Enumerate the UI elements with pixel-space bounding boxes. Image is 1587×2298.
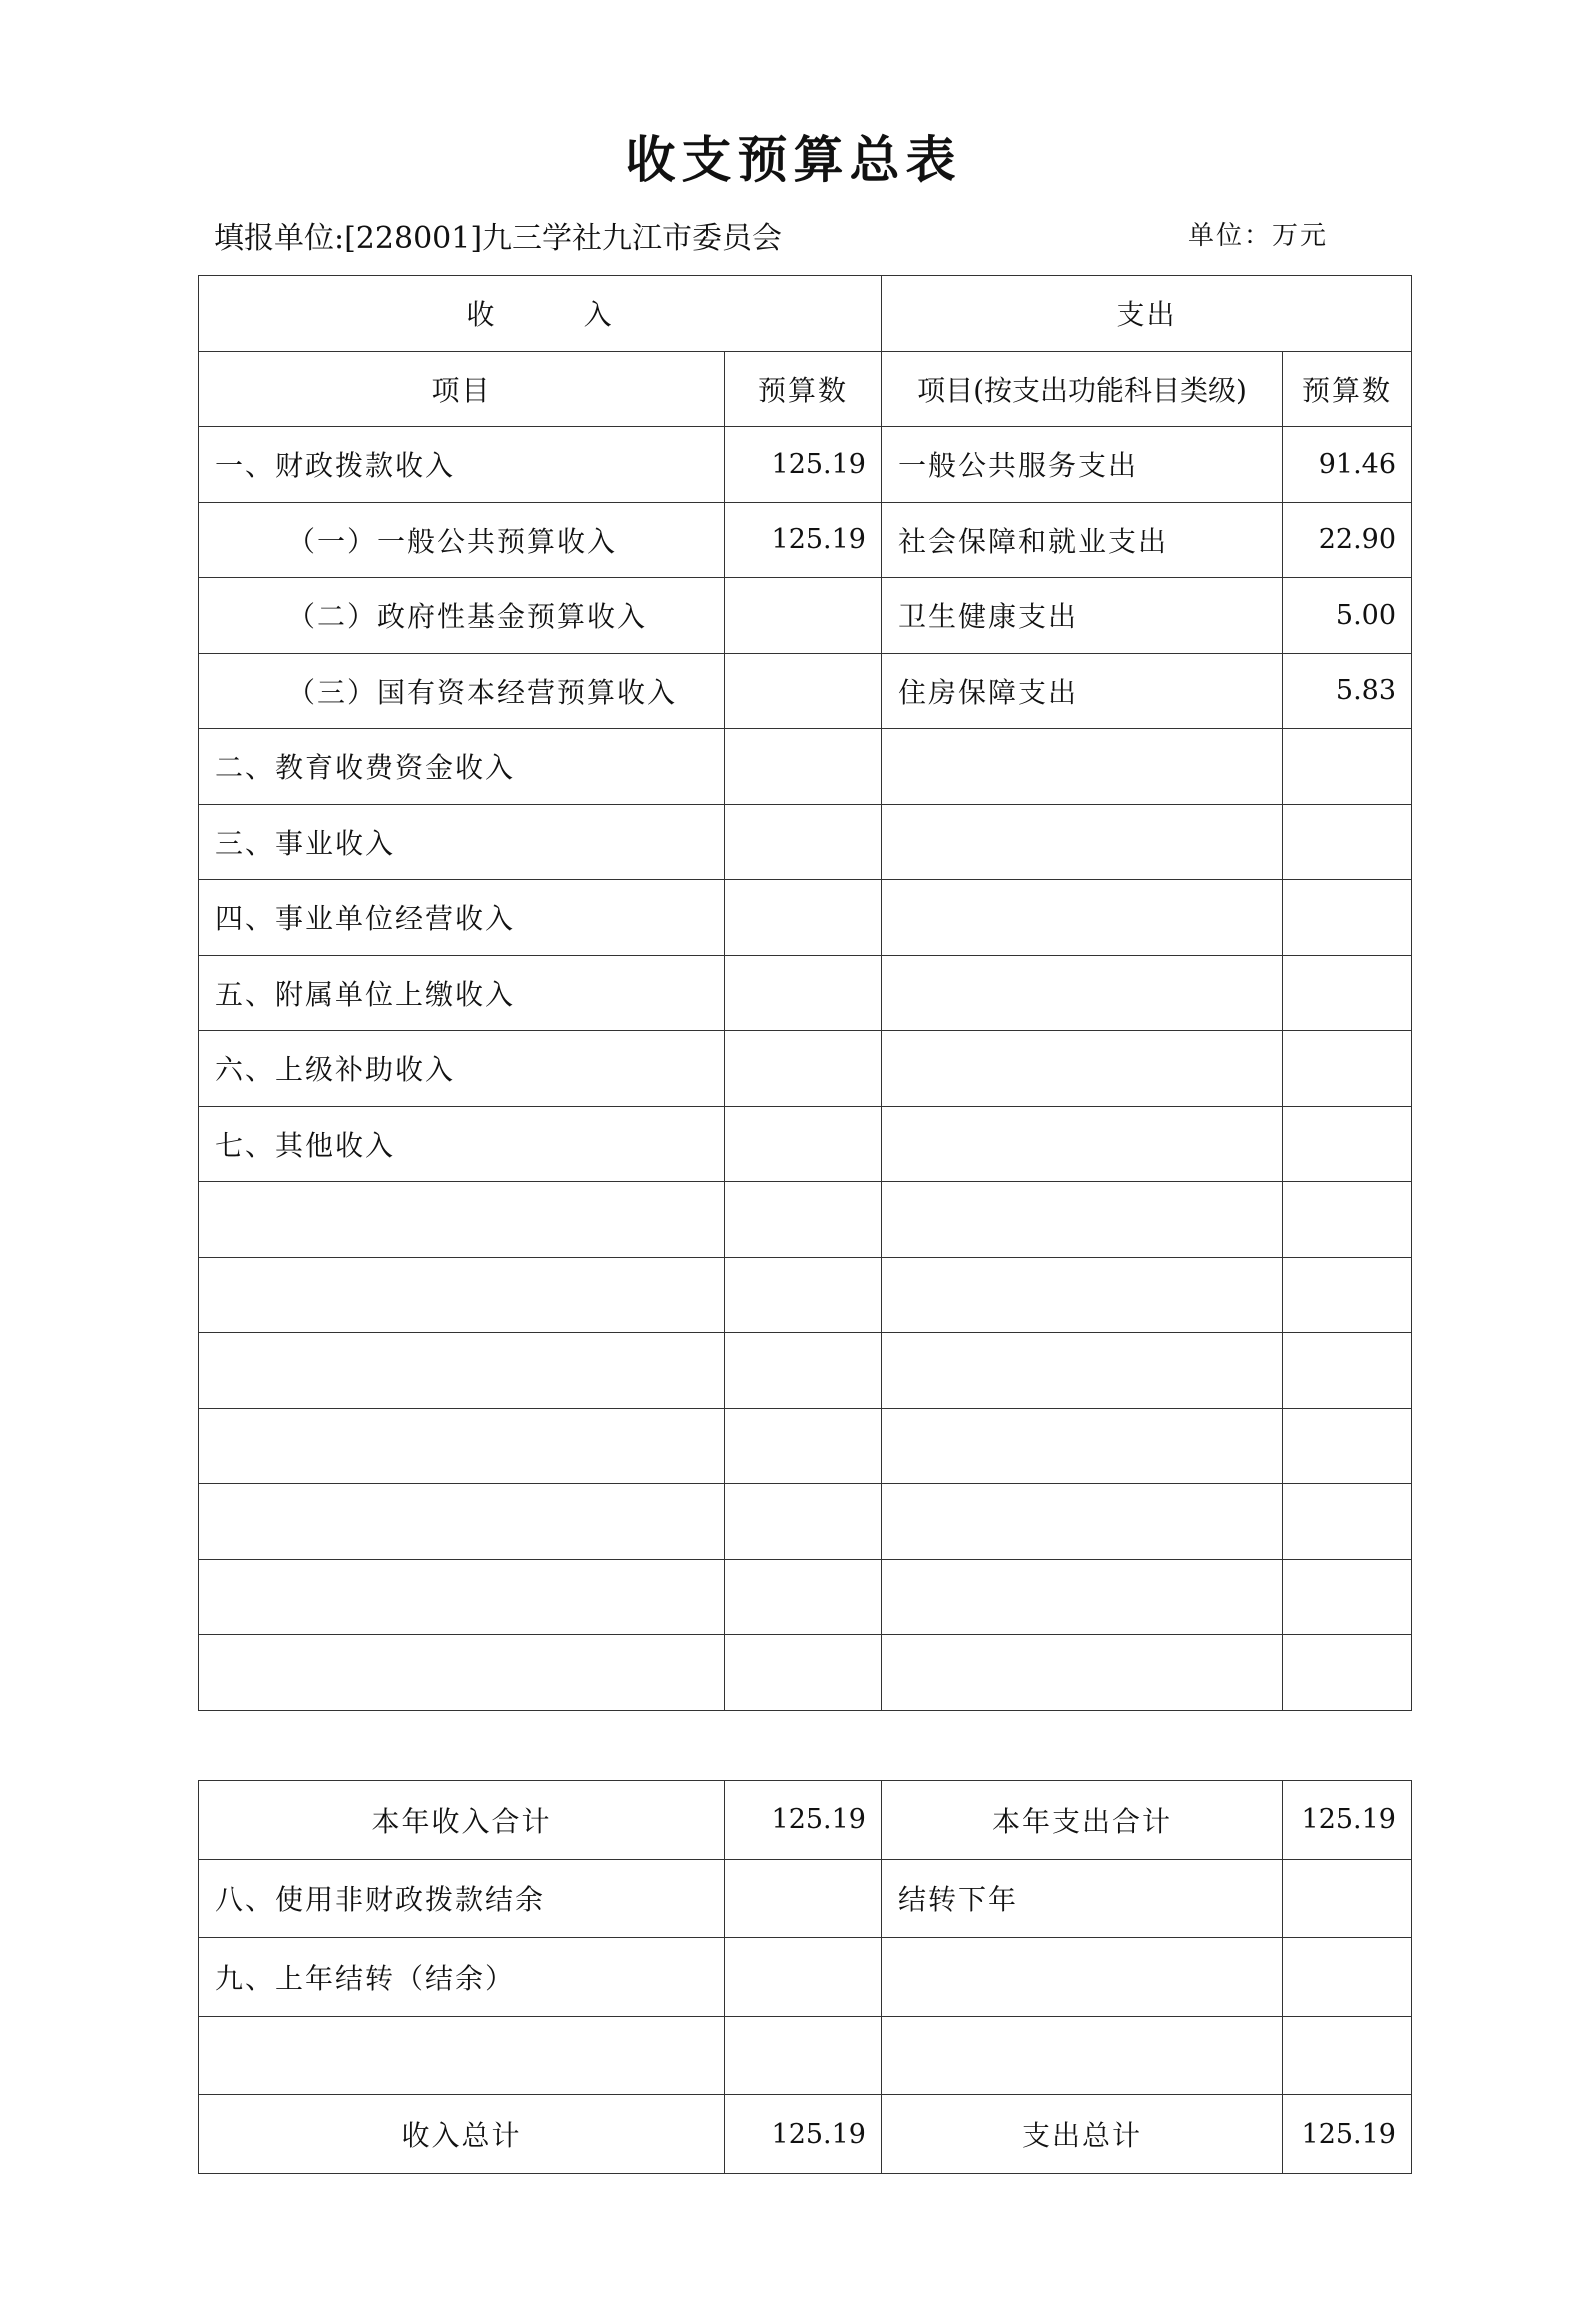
expense-value-cell [1283, 804, 1412, 880]
table-row [199, 729, 1412, 805]
expense-item-cell [882, 1333, 1283, 1409]
income-value-cell [725, 1635, 882, 1711]
table-row [199, 1333, 1412, 1409]
income-item-cell: （二）政府性基金预算收入 [199, 578, 725, 654]
income-item-cell [199, 1635, 725, 1711]
income-item-cell [199, 1182, 725, 1258]
income-value-cell [725, 729, 882, 805]
income-value-cell: 125.19 [725, 1781, 882, 1860]
expense-item-cell [882, 1031, 1283, 1107]
currency-unit: 单位：万元 [1188, 221, 1329, 251]
expense-value-cell: 5.83 [1283, 653, 1412, 729]
income-value-cell [725, 1106, 882, 1182]
expense-item-cell [882, 880, 1283, 956]
income-item-cell [199, 1484, 725, 1560]
table-row [199, 1106, 1412, 1182]
income-value-cell [725, 653, 882, 729]
expense-item-cell [882, 1938, 1283, 2017]
income-item-cell: 本年收入合计 [199, 1781, 725, 1860]
income-value-cell [725, 955, 882, 1031]
expense-value-cell [1283, 1408, 1412, 1484]
income-item-cell: 六、上级补助收入 [199, 1031, 725, 1107]
expense-item-cell [882, 1257, 1283, 1333]
table-row [199, 1559, 1412, 1635]
table-row [199, 1635, 1412, 1711]
table-row [199, 1031, 1412, 1107]
income-item-cell [199, 1333, 725, 1409]
expense-item-cell [882, 804, 1283, 880]
income-value-cell: 125.19 [725, 502, 882, 578]
table-row [199, 1484, 1412, 1560]
income-value-cell: 125.19 [725, 2095, 882, 2174]
expense-item-cell [882, 955, 1283, 1031]
expense-item-cell: 支出总计 [882, 2095, 1283, 2174]
expense-item-cell: 卫生健康支出 [882, 578, 1283, 654]
income-value-cell [725, 1031, 882, 1107]
expense-item-cell: 本年支出合计 [882, 1781, 1283, 1860]
expense-value-cell: 22.90 [1283, 502, 1412, 578]
income-value-cell [725, 578, 882, 654]
income-header: 收 入 [199, 276, 882, 352]
summary-body [199, 1781, 1412, 2174]
income-value-cell [725, 1484, 882, 1560]
expense-item-cell: 一般公共服务支出 [882, 427, 1283, 503]
expense-value-cell [1283, 2016, 1412, 2095]
expense-item-cell [882, 1106, 1283, 1182]
summary-table [198, 1780, 1412, 2174]
expense-item-cell [882, 1408, 1283, 1484]
expense-item-cell [882, 2016, 1283, 2095]
expense-header: 支出 [882, 276, 1412, 352]
expense-value-cell [1283, 1257, 1412, 1333]
page-title: 收支预算总表 [625, 131, 962, 189]
expense-value-cell: 125.19 [1283, 2095, 1412, 2174]
income-item-cell: 九、上年结转（结余） [199, 1938, 725, 2017]
expense-item-cell [882, 1635, 1283, 1711]
expense-budget-header: 预算数 [1283, 351, 1412, 427]
expense-item-cell [882, 1484, 1283, 1560]
income-item-cell [199, 2016, 725, 2095]
table-header-row [199, 276, 1412, 352]
expense-value-cell [1283, 1859, 1412, 1938]
table-row [199, 653, 1412, 729]
income-item-cell: 七、其他收入 [199, 1106, 725, 1182]
table-row [199, 1182, 1412, 1258]
table-row [199, 804, 1412, 880]
expense-item-cell [882, 729, 1283, 805]
income-item-cell: 二、教育收费资金收入 [199, 729, 725, 805]
income-item-cell: 收入总计 [199, 2095, 725, 2174]
expense-item-cell: 社会保障和就业支出 [882, 502, 1283, 578]
expense-item-cell: 结转下年 [882, 1859, 1283, 1938]
income-item-cell: 三、事业收入 [199, 804, 725, 880]
expense-value-cell [1283, 1938, 1412, 2017]
expense-value-cell [1283, 1182, 1412, 1258]
income-item-cell: （一）一般公共预算收入 [199, 502, 725, 578]
expense-value-cell [1283, 1559, 1412, 1635]
expense-value-cell: 91.46 [1283, 427, 1412, 503]
income-item-header: 项目 [199, 351, 725, 427]
table-row [199, 578, 1412, 654]
expense-item-cell [882, 1182, 1283, 1258]
income-value-cell [725, 1938, 882, 2017]
summary-row [199, 1938, 1412, 2017]
income-item-cell [199, 1408, 725, 1484]
income-value-cell: 125.19 [725, 427, 882, 503]
income-item-cell [199, 1257, 725, 1333]
income-item-cell [199, 1559, 725, 1635]
summary-row [199, 2095, 1412, 2174]
income-value-cell [725, 1182, 882, 1258]
income-value-cell [725, 804, 882, 880]
expense-value-cell: 125.19 [1283, 1781, 1412, 1860]
table-row [199, 955, 1412, 1031]
budget-table [198, 275, 1412, 1711]
reporting-unit: 填报单位:[228001]九三学社九江市委员会 [214, 221, 783, 256]
expense-value-cell [1283, 729, 1412, 805]
table-row [199, 1408, 1412, 1484]
income-value-cell [725, 2016, 882, 2095]
expense-value-cell [1283, 955, 1412, 1031]
expense-value-cell [1283, 880, 1412, 956]
income-item-cell: 五、附属单位上缴收入 [199, 955, 725, 1031]
expense-item-header: 项目(按支出功能科目类级) [882, 351, 1283, 427]
income-item-cell: 一、财政拨款收入 [199, 427, 725, 503]
expense-value-cell [1283, 1106, 1412, 1182]
income-value-cell [725, 1333, 882, 1409]
table-body [199, 427, 1412, 1711]
expense-item-cell: 住房保障支出 [882, 653, 1283, 729]
expense-value-cell [1283, 1635, 1412, 1711]
income-item-cell: 八、使用非财政拨款结余 [199, 1859, 725, 1938]
table-row [199, 502, 1412, 578]
expense-item-cell [882, 1559, 1283, 1635]
expense-value-cell: 5.00 [1283, 578, 1412, 654]
income-item-cell: 四、事业单位经营收入 [199, 880, 725, 956]
income-value-cell [725, 1559, 882, 1635]
expense-value-cell [1283, 1031, 1412, 1107]
summary-row [199, 2016, 1412, 2095]
summary-row [199, 1781, 1412, 1860]
income-item-cell: （三）国有资本经营预算收入 [199, 653, 725, 729]
expense-value-cell [1283, 1484, 1412, 1560]
income-value-cell [725, 1408, 882, 1484]
income-value-cell [725, 1257, 882, 1333]
table-row [199, 880, 1412, 956]
table-row [199, 427, 1412, 503]
summary-row [199, 1859, 1412, 1938]
table-row [199, 1257, 1412, 1333]
expense-value-cell [1283, 1333, 1412, 1409]
income-value-cell [725, 880, 882, 956]
income-budget-header: 预算数 [725, 351, 882, 427]
table-subheader-row [199, 351, 1412, 427]
income-value-cell [725, 1859, 882, 1938]
